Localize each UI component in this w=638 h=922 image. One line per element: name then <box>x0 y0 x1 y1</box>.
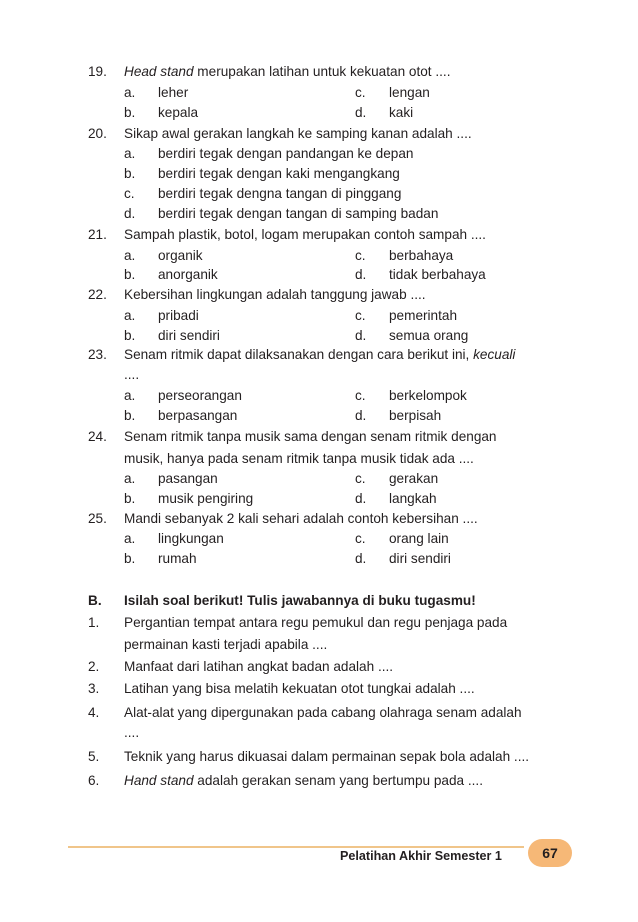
option-letter: c. <box>355 471 366 486</box>
option-text: lengan <box>389 85 430 100</box>
question-number: 1. <box>88 615 100 630</box>
option-text: musik pengiring <box>158 491 254 506</box>
question-stem: Sikap awal gerakan langkah ke samping kanan adalah .... <box>124 126 472 141</box>
option-text: kaki <box>389 105 414 120</box>
stem-text: adalah gerakan senam yang bertumpu pada .... <box>193 773 483 788</box>
section-letter: B. <box>88 593 102 608</box>
question-stem: Kebersihan lingkungan adalah tanggung jawab .... <box>124 287 426 302</box>
question-number: 5. <box>88 749 100 764</box>
question-number: 24. <box>88 429 107 444</box>
option-text: rumah <box>158 551 197 566</box>
question-number: 3. <box>88 681 100 696</box>
question-number: 22. <box>88 287 107 302</box>
option-letter: c. <box>355 248 366 263</box>
option-text: perseorangan <box>158 388 242 403</box>
option-text: organik <box>158 248 203 263</box>
option-letter: c. <box>355 531 366 546</box>
stem-continuation: permainan kasti terjadi apabila .... <box>124 637 328 652</box>
stem-continuation: .... <box>124 725 140 740</box>
option-letter: b. <box>124 408 136 423</box>
option-letter: b. <box>124 166 136 181</box>
footer-title: Pelatihan Akhir Semester 1 <box>340 849 502 863</box>
option-letter: c. <box>355 308 366 323</box>
option-text: berpasangan <box>158 408 238 423</box>
option-text: semua orang <box>389 328 469 343</box>
question-stem: Senam ritmik tanpa musik sama dengan senam ritmik dengan <box>124 429 497 444</box>
option-letter: c. <box>355 85 366 100</box>
option-letter: b. <box>124 551 136 566</box>
question-number: 20. <box>88 126 107 141</box>
question-stem: Manfaat dari latihan angkat badan adalah .... <box>124 659 394 674</box>
option-text: berbahaya <box>389 248 454 263</box>
option-text: tidak berbahaya <box>389 267 486 282</box>
stem-text: Senam ritmik dapat dilaksanakan dengan cara berikut ini, <box>124 347 474 362</box>
option-text: berdiri tegak dengan kaki mengangkang <box>158 166 400 181</box>
question-stem: Sampah plastik, botol, logam merupakan contoh sampah .... <box>124 227 486 242</box>
option-letter: c. <box>355 388 366 403</box>
page-number: 67 <box>542 845 558 861</box>
stem-continuation: musik, hanya pada senam ritmik tanpa musik tidak ada .... <box>124 451 474 466</box>
option-letter: d. <box>355 328 367 343</box>
question-stem <box>124 345 568 365</box>
option-letter: d. <box>355 408 367 423</box>
stem-italic: Hand stand <box>124 773 194 788</box>
option-text: lingkungan <box>158 531 224 546</box>
option-text: leher <box>158 85 189 100</box>
section-title: Isilah soal berikut! Tulis jawabannya di buku tugasmu! <box>124 593 476 608</box>
option-text: orang lain <box>389 531 449 546</box>
option-text: berkelompok <box>389 388 467 403</box>
stem-italic: Head stand <box>124 64 194 79</box>
question-number: 25. <box>88 511 107 526</box>
option-letter: d. <box>124 206 136 221</box>
option-text: berdiri tegak dengan pandangan ke depan <box>158 146 414 161</box>
option-letter: a. <box>124 146 136 161</box>
option-letter: b. <box>124 491 136 506</box>
option-text: anorganik <box>158 267 218 282</box>
question-stem: Pergantian tempat antara regu pemukul dan regu penjaga pada <box>124 615 508 630</box>
option-text: berdiri tegak dengan tangan di samping badan <box>158 206 439 221</box>
question-number: 23. <box>88 347 107 362</box>
option-text: langkah <box>389 491 437 506</box>
option-letter: a. <box>124 248 136 263</box>
question-stem <box>124 62 568 82</box>
option-text: diri sendiri <box>158 328 220 343</box>
option-text: pribadi <box>158 308 199 323</box>
question-stem <box>124 771 568 791</box>
option-letter: a. <box>124 388 136 403</box>
option-letter: c. <box>124 186 135 201</box>
question-stem: Teknik yang harus dikuasai dalam permainan sepak bola adalah .... <box>124 749 530 764</box>
stem-italic: kecuali <box>473 347 516 362</box>
question-number: 4. <box>88 705 100 720</box>
option-letter: d. <box>355 551 367 566</box>
option-letter: a. <box>124 308 136 323</box>
option-text: berdiri tegak dengna tangan di pinggang <box>158 186 402 201</box>
question-stem: Latihan yang bisa melatih kekuatan otot tungkai adalah .... <box>124 681 475 696</box>
option-letter: a. <box>124 531 136 546</box>
option-letter: b. <box>124 328 136 343</box>
option-letter: d. <box>355 105 367 120</box>
option-text: berpisah <box>389 408 442 423</box>
question-stem: Alat-alat yang dipergunakan pada cabang olahraga senam adalah <box>124 705 522 720</box>
option-letter: b. <box>124 105 136 120</box>
question-number: 19. <box>88 64 107 79</box>
option-text: pemerintah <box>389 308 458 323</box>
option-letter: d. <box>355 491 367 506</box>
option-text: diri sendiri <box>389 551 451 566</box>
question-stem: Mandi sebanyak 2 kali sehari adalah contoh kebersihan .... <box>124 511 478 526</box>
option-text: gerakan <box>389 471 439 486</box>
question-number: 2. <box>88 659 100 674</box>
option-text: pasangan <box>158 471 218 486</box>
question-number: 6. <box>88 773 100 788</box>
footer-rule <box>68 846 524 848</box>
option-letter: a. <box>124 471 136 486</box>
option-letter: a. <box>124 85 136 100</box>
stem-continuation: .... <box>124 367 140 382</box>
option-letter: b. <box>124 267 136 282</box>
stem-text: merupakan latihan untuk kekuatan otot .... <box>193 64 451 79</box>
option-letter: d. <box>355 267 367 282</box>
page-number-badge <box>528 839 572 867</box>
question-number: 21. <box>88 227 107 242</box>
option-text: kepala <box>158 105 199 120</box>
